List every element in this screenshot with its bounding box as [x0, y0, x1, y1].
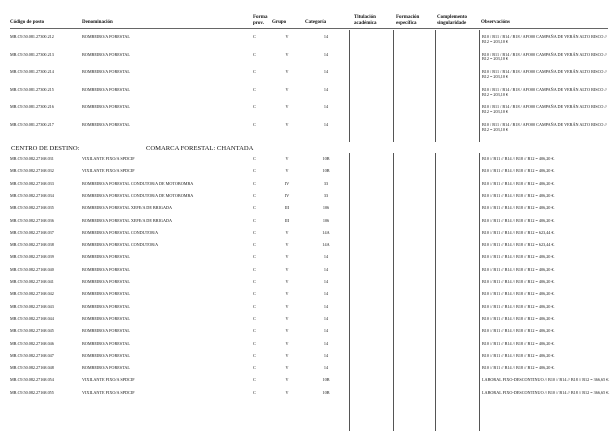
- cell-codigo: MR.C9.50.082.27168.034: [10, 192, 54, 198]
- cell-observacions: B10 // B11 // B14 // B18 // B12 = 406,20 €.: [482, 217, 555, 223]
- cell-denominacion: BOMBEIRO/A FORESTAL: [82, 340, 130, 346]
- cell-forma-prov: C: [253, 328, 256, 334]
- cell-categoria: 33: [323, 180, 329, 186]
- cell-codigo: MR.C9.50.082.27168.033: [10, 180, 54, 186]
- cell-denominacion: BOMBEIRO/A FORESTAL CONDUTOR/A DE MOTOBOMBA: [82, 180, 194, 186]
- cell-codigo: MR.C9.50.082.27168.038: [10, 242, 54, 248]
- cell-denominacion: BOMBEIRO/A FORESTAL: [82, 51, 130, 57]
- cell-categoria: 14: [323, 352, 329, 358]
- header-titulacion-1: Titulación: [354, 15, 376, 20]
- cell-forma-prov: C: [253, 122, 256, 127]
- cell-categoria: 10B: [322, 156, 330, 161]
- header-codigo: Código de posto: [10, 20, 45, 25]
- cell-categoria: 14: [323, 328, 329, 334]
- header-formacion-2: específica: [396, 21, 417, 26]
- cell-forma-prov: C: [253, 365, 256, 371]
- cell-categoria: 14: [323, 315, 329, 321]
- cell-categoria: 14: [323, 104, 329, 110]
- cell-grupo: V: [285, 328, 289, 334]
- cell-forma-prov: C: [253, 168, 256, 174]
- cell-denominacion: VIXILANTE FIXO/A SPDCIF: [82, 377, 135, 383]
- cell-categoria: 14: [323, 303, 329, 309]
- cell-categoria: 14: [323, 291, 329, 297]
- cell-observacions: B10 // B11 // B14 // B18 // B12 = 406,20 €.: [482, 254, 555, 260]
- cell-denominacion: BOMBEIRO/A FORESTAL: [82, 315, 130, 321]
- cell-grupo: V: [285, 229, 289, 235]
- cell-forma-prov: C: [253, 266, 256, 272]
- cell-observacions: B10 // B11 // B14 // B18 // B12 = 406,20 €.: [482, 291, 555, 297]
- cell-denominacion: BOMBEIRO/A FORESTAL: [82, 86, 130, 92]
- cell-observacions: B10 // B11 // B14 // B18 // B12 = 406,20 €.: [482, 365, 555, 371]
- cell-codigo: MR.C9.50.082.27168.042: [10, 291, 54, 297]
- cell-forma-prov: C: [253, 242, 256, 248]
- cell-observacions: B10 // B11 // B14 // B18 // B12 = 406,20 €.: [482, 156, 555, 161]
- cell-codigo: MR.C9.50.082.27168.041: [10, 279, 54, 284]
- cell-denominacion: VIXILANTE FIXO/A SPDCIF: [82, 389, 135, 395]
- cell-observacions: B10 / B11 / B14 / B18 / AFO00 CAMPAÑA DE VERÁN ALTO RISCO // B12 = 203,10 €: [482, 122, 607, 132]
- cell-forma-prov: C: [253, 180, 256, 186]
- cell-observacions: B10 // B11 // B14 // B18 // B12 = 623,44 €.: [482, 242, 555, 248]
- cell-observacions: B10 / B11 / B14 / B18 / AFO00 CAMPAÑA DE VERÁN ALTO RISCO // B12 = 203,10 €: [482, 104, 607, 115]
- cell-grupo: IV: [284, 192, 290, 198]
- cell-forma-prov: C: [253, 291, 256, 297]
- cell-categoria: 106: [322, 217, 330, 223]
- cell-categoria: 14: [323, 34, 329, 39]
- cell-forma-prov: C: [253, 192, 256, 198]
- column-divider: [393, 153, 394, 431]
- cell-codigo: MR.C9.50.081.27300.217: [10, 122, 54, 127]
- cell-observacions: B10 // B11 // B14 // B18 // B12 = 623,44 €.: [482, 229, 555, 235]
- cell-denominacion: BOMBEIRO/A FORESTAL CONDUTOR/A: [82, 229, 159, 235]
- cell-forma-prov: C: [253, 156, 256, 161]
- cell-grupo: III: [284, 205, 290, 211]
- header-forma-prov-1: Forma: [253, 15, 268, 20]
- cell-categoria: 14: [323, 266, 329, 272]
- cell-forma-prov: C: [253, 205, 256, 211]
- cell-observacions: B10 / B11 / B14 / B18 / AFO00 CAMPAÑA DE VERÁN ALTO RISCO // B12 = 203,10 €: [482, 34, 607, 44]
- cell-categoria: 14A: [322, 242, 330, 248]
- column-divider: [349, 30, 350, 142]
- cell-forma-prov: C: [253, 315, 256, 321]
- cell-observacions: B10 // B11 // B14 // B18 // B12 = 406,20 €.: [482, 205, 555, 211]
- cell-codigo: MR.C9.50.081.27300.213: [10, 51, 54, 57]
- cell-codigo: MR.C9.50.082.27168.036: [10, 217, 54, 223]
- column-divider: [349, 153, 350, 431]
- cell-grupo: V: [285, 254, 289, 260]
- cell-codigo: MR.C9.50.081.27300.215: [10, 86, 54, 92]
- cell-grupo: V: [285, 69, 289, 75]
- cell-grupo: V: [285, 51, 289, 57]
- cell-observacions: B10 // B11 // B14 // B18 // B12 = 406,20 €.: [482, 328, 555, 334]
- cell-denominacion: BOMBEIRO/A FORESTAL XEFE/A DE BRIGADA: [82, 217, 173, 223]
- cell-categoria: 14: [323, 254, 329, 260]
- cell-codigo: MR.C9.50.082.27168.055: [10, 389, 54, 395]
- cell-categoria: 14: [323, 340, 329, 346]
- cell-grupo: V: [285, 279, 289, 284]
- column-divider: [435, 30, 436, 142]
- cell-codigo: MR.C9.50.082.27168.054: [10, 377, 54, 383]
- cell-codigo: MR.C9.50.082.27168.037: [10, 229, 54, 235]
- header-denominacion: Denominación: [82, 20, 113, 25]
- cell-forma-prov: C: [253, 104, 256, 110]
- cell-grupo: V: [285, 352, 289, 358]
- cell-grupo: V: [285, 315, 289, 321]
- cell-observacions: B10 // B11 // B14 // B18 // B12 = 406,20 €.: [482, 279, 555, 284]
- cell-categoria: 14: [323, 51, 329, 57]
- header-complemento-2: singularidade: [437, 21, 467, 26]
- cell-denominacion: BOMBEIRO/A FORESTAL XEFE/A DE BRIGADA: [82, 205, 173, 211]
- cell-categoria: 106: [322, 205, 330, 211]
- cell-denominacion: BOMBEIRO/A FORESTAL: [82, 328, 130, 334]
- cell-grupo: V: [285, 168, 289, 174]
- cell-denominacion: BOMBEIRO/A FORESTAL CONDUTOR/A DE MOTOBOMBA: [82, 192, 194, 198]
- cell-denominacion: VIXILANTE FIXO/A SPDCIF: [82, 156, 135, 161]
- cell-codigo: MR.C9.50.082.27168.046: [10, 340, 54, 346]
- cell-grupo: V: [285, 156, 289, 161]
- cell-denominacion: BOMBEIRO/A FORESTAL: [82, 279, 130, 284]
- cell-forma-prov: C: [253, 69, 256, 75]
- cell-codigo: MR.C9.50.082.27168.044: [10, 315, 54, 321]
- cell-denominacion: BOMBEIRO/A FORESTAL: [82, 365, 130, 371]
- cell-categoria: 14A: [322, 229, 330, 235]
- cell-denominacion: BOMBEIRO/A FORESTAL: [82, 254, 130, 260]
- column-divider: [479, 153, 480, 431]
- header-grupo: Grupo: [272, 20, 287, 25]
- cell-denominacion: BOMBEIRO/A FORESTAL: [82, 291, 130, 297]
- cell-codigo: MR.C9.50.082.27168.031: [10, 156, 54, 161]
- cell-forma-prov: C: [253, 254, 256, 260]
- cell-observacions: B10 // B11 // B14 // B18 // B12 = 406,20 €.: [482, 340, 555, 346]
- cell-observacions: B10 // B11 // B14 // B18 // B12 = 406,20 €.: [482, 315, 555, 321]
- cell-grupo: V: [285, 266, 289, 272]
- cell-forma-prov: C: [253, 279, 256, 284]
- header-complemento-1: Complemento: [437, 15, 467, 20]
- cell-categoria: 10B: [322, 389, 330, 395]
- cell-forma-prov: C: [253, 340, 256, 346]
- cell-codigo: MR.C9.50.081.27300.212: [10, 34, 54, 39]
- column-divider: [479, 30, 480, 142]
- cell-codigo: MR.C9.50.082.27168.047: [10, 352, 54, 358]
- cell-observacions: B10 / B11 / B14 / B18 / AFO00 CAMPAÑA DE VERÁN ALTO RISCO // B12 = 203,10 €: [482, 86, 607, 97]
- cell-grupo: V: [285, 104, 289, 110]
- header-formacion-1: Formación: [396, 15, 420, 20]
- cell-denominacion: BOMBEIRO/A FORESTAL: [82, 122, 130, 127]
- comarca-forestal-title: [146, 145, 253, 152]
- cell-observacions: B10 / B11 / B14 / B18 / AFO00 CAMPAÑA DE VERÁN ALTO RISCO // B12 = 203,10 €: [482, 69, 607, 79]
- cell-denominacion: BOMBEIRO/A FORESTAL: [82, 303, 130, 309]
- cell-observacions: B10 // B11 // B14 // B18 // B12 = 406,20 €.: [482, 192, 555, 198]
- cell-forma-prov: C: [253, 229, 256, 235]
- cell-forma-prov: C: [253, 352, 256, 358]
- cell-grupo: V: [285, 377, 289, 383]
- cell-grupo: V: [285, 122, 289, 127]
- cell-categoria: 10B: [322, 377, 330, 383]
- cell-codigo: MR.C9.50.082.27168.048: [10, 365, 54, 371]
- cell-codigo: MR.C9.50.082.27168.045: [10, 328, 54, 334]
- header-forma-prov-2: prov.: [253, 21, 264, 26]
- cell-observacions: B10 // B11 // B14 // B18 // B12 = 406,20 €.: [482, 303, 555, 309]
- cell-grupo: V: [285, 303, 289, 309]
- cell-codigo: MR.C9.50.082.27168.032: [10, 168, 54, 174]
- cell-observacions: B10 // B11 // B14 // B18 // B12 = 406,20 €.: [482, 180, 555, 186]
- cell-grupo: V: [285, 389, 289, 395]
- column-divider: [393, 30, 394, 142]
- cell-grupo: III: [284, 217, 290, 223]
- cell-observacions: B10 // B11 // B14 // B18 // B12 = 406,20 €.: [482, 352, 555, 358]
- header-titulacion-2: académica: [354, 21, 377, 26]
- header-observacions: Observacións: [481, 20, 510, 25]
- cell-observacions: LABORAL FIXO-DESCONTINUO // B10 // B14 // B18 // B12 = 366,65 €.: [482, 389, 610, 395]
- cell-observacions: B10 // B11 // B14 // B18 // B12 = 406,20 €.: [482, 266, 555, 272]
- cell-denominacion: BOMBEIRO/A FORESTAL: [82, 34, 130, 39]
- cell-observacions: LABORAL FIXO-DESCONTINUO // B10 // B14 // B18 // B12 = 366,65 €.: [482, 377, 610, 383]
- cell-forma-prov: C: [253, 86, 256, 92]
- cell-grupo: V: [285, 291, 289, 297]
- cell-observacions: B10 / B11 / B14 / B18 / AFO00 CAMPAÑA DE VERÁN ALTO RISCO // B12 = 203,10 €: [482, 51, 607, 62]
- cell-categoria: 10B: [322, 168, 330, 174]
- cell-denominacion: VIXILANTE FIXO/A SPDCIF: [82, 168, 135, 174]
- cell-denominacion: BOMBEIRO/A FORESTAL: [82, 104, 130, 110]
- cell-forma-prov: C: [253, 303, 256, 309]
- header-rule: [10, 28, 608, 29]
- cell-denominacion: BOMBEIRO/A FORESTAL: [82, 69, 130, 75]
- cell-forma-prov: C: [253, 217, 256, 223]
- cell-denominacion: BOMBEIRO/A FORESTAL CONDUTOR/A: [82, 242, 159, 248]
- comarca-forestal-name: COMARCA FORESTAL: CHANTADA: [146, 145, 254, 152]
- cell-grupo: V: [285, 365, 289, 371]
- cell-grupo: V: [285, 34, 289, 39]
- cell-codigo: MR.C9.50.082.27168.035: [10, 205, 54, 211]
- cell-codigo: MR.C9.50.082.27168.039: [10, 254, 54, 260]
- cell-grupo: IV: [284, 180, 290, 186]
- cell-forma-prov: C: [253, 34, 256, 39]
- cell-forma-prov: C: [253, 377, 256, 383]
- cell-codigo: MR.C9.50.081.27300.214: [10, 69, 54, 75]
- cell-grupo: V: [285, 86, 289, 92]
- cell-forma-prov: C: [253, 389, 256, 395]
- cell-categoria: 14: [323, 122, 329, 127]
- cell-forma-prov: C: [253, 51, 256, 57]
- centro-destino-heading: [11, 145, 80, 152]
- column-divider: [435, 153, 436, 431]
- cell-denominacion: BOMBEIRO/A FORESTAL: [82, 266, 130, 272]
- cell-codigo: MR.C9.50.081.27300.216: [10, 104, 54, 110]
- header-categoria: Categoría: [305, 20, 327, 25]
- cell-categoria: 14: [323, 365, 329, 371]
- cell-grupo: V: [285, 340, 289, 346]
- cell-observacions: B10 // B11 // B14 // B18 // B12 = 406,20 €.: [482, 168, 555, 174]
- centro-destino-label: CENTRO DE DESTINO:: [11, 145, 80, 152]
- cell-denominacion: BOMBEIRO/A FORESTAL: [82, 352, 130, 358]
- cell-categoria: 14: [323, 69, 329, 75]
- cell-categoria: 14: [323, 86, 329, 92]
- cell-grupo: V: [285, 242, 289, 248]
- cell-categoria: 33: [323, 192, 329, 198]
- cell-categoria: 14: [323, 279, 329, 284]
- cell-codigo: MR.C9.50.082.27168.043: [10, 303, 54, 309]
- cell-codigo: MR.C9.50.082.27168.040: [10, 266, 54, 272]
